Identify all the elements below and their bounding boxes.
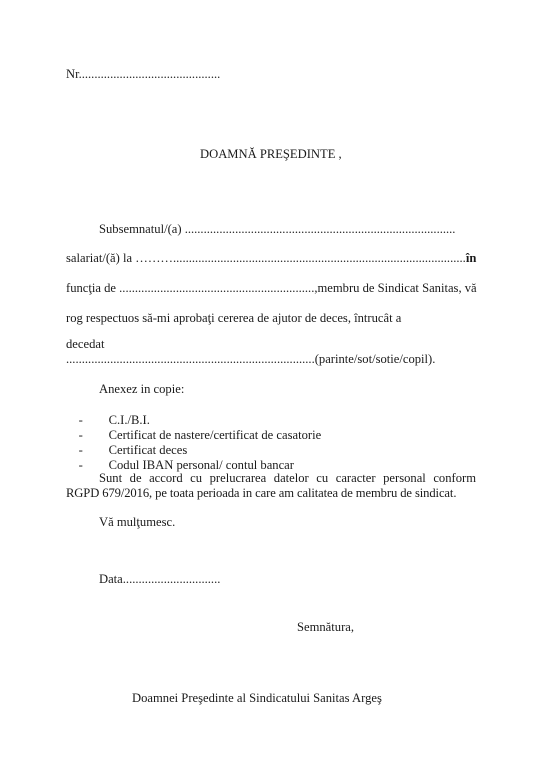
bullet-dash: -	[78, 458, 83, 472]
position-label: funcţia de ..............................................................,	[66, 281, 318, 295]
annex-heading: Anexez in copie:	[99, 382, 185, 396]
bullet-dash: -	[78, 443, 83, 457]
employer-line	[66, 250, 476, 266]
position-line	[66, 280, 476, 296]
annex-item-text: C.I./B.I.	[108, 413, 150, 427]
applicant-name-line: Subsemnatul/(a) ......................................................................................	[99, 222, 456, 236]
employer-blank: .........................................................	[286, 251, 466, 265]
deceased-relation-line: ...............................................................................(parinte/sot/sotie/copil).	[66, 352, 436, 366]
bullet-dash: -	[78, 413, 83, 427]
consent-line-2: RGPD 679/2016, pe toata perioada in care am calitatea de membru de sindicat.	[66, 486, 457, 500]
annex-item-text: Certificat de nastere/certificat de casatorie	[108, 428, 322, 442]
thanks-line: Vă mulţumesc.	[99, 515, 176, 529]
annex-item-text: Certificat deces	[108, 443, 188, 457]
request-line: rog respectuos să-mi aprobaţi cererea de ajutor de deces, întrucât a	[66, 311, 402, 325]
addressee-footer: Doamnei Preşedinte al Sindicatului Sanitas Argeş	[132, 691, 382, 705]
consent-text-1: Sunt de accord cu prelucrarea datelor cu caracter personal conform	[99, 471, 476, 485]
signature-label: Semnătura,	[297, 620, 355, 634]
deceased-label: decedat	[66, 337, 105, 351]
employer-label: salariat/(ă) la ………....................................	[66, 251, 287, 265]
document-title: DOAMNĂ PREŞEDINTE ,	[200, 147, 342, 161]
registration-number-line: Nr.............................................	[66, 67, 221, 81]
employer-suffix: în	[465, 251, 477, 265]
date-line: Data...............................	[99, 572, 221, 586]
annex-item-text: Codul IBAN personal/ contul bancar	[108, 458, 294, 472]
bullet-dash: -	[78, 428, 83, 442]
consent-line-1	[99, 470, 476, 486]
membership-text: membru de Sindicat Sanitas, vă	[317, 281, 477, 295]
